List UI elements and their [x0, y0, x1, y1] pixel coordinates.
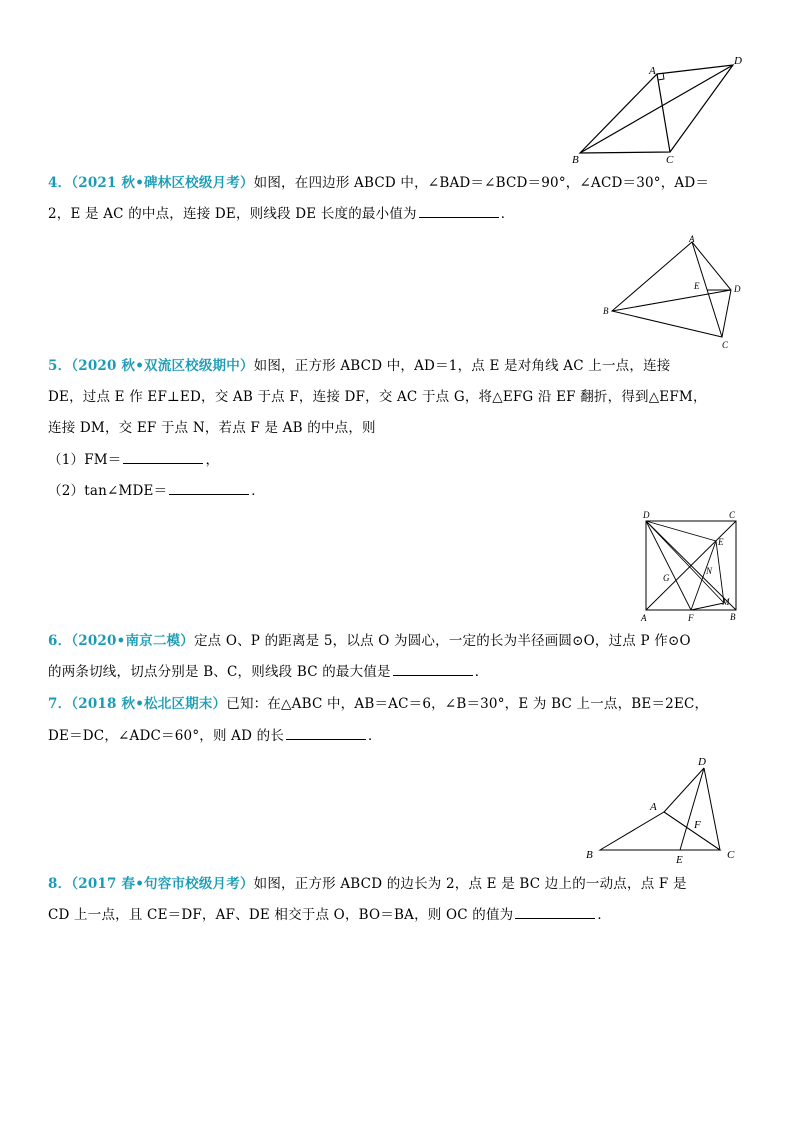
q7-label-B: B: [586, 849, 593, 861]
q5-part2: （2）tan∠MDE＝ ．: [48, 483, 265, 499]
q5-line1: 5．（2020 秋•双流区校级期中）如图，正方形 ABCD 中，AD＝1，点 E 是对角线 AC 上一点，连接: [48, 358, 671, 374]
label-A: A: [649, 65, 656, 77]
q8-line2: CD 上一点，且 CE＝DF，AF、DE 相交于点 O，BO＝BA，则 OC 的值为 ．: [48, 907, 612, 923]
q5-source: （2020 秋•双流区校级期中）: [71, 358, 254, 374]
q7-label-E: E: [676, 854, 683, 866]
q4-text2: 2，E 是 AC 的中点，连接 DE，则线段 DE 长度的最小值为: [48, 206, 417, 222]
q7-line1: 7．（2018 秋•松北区期末）已知：在△ABC 中，AB＝AC＝6，∠B＝30°，E 为 BC 上一点，BE＝2EC，: [48, 696, 709, 712]
label-B: B: [572, 154, 579, 166]
q7-label-C: C: [727, 849, 735, 861]
q7-source: （2018 秋•松北区期末）: [71, 696, 227, 712]
figure-q7-triangle: [580, 752, 750, 868]
figure-q7-svg: [580, 752, 750, 868]
q7-label-D: D: [698, 756, 706, 768]
q5-answer2-blank[interactable]: [169, 482, 249, 495]
q8-line1: 8．（2017 春•句容市校级月考）如图，正方形 ABCD 的边长为 2，点 E 是 BC 边上的一动点，点 F 是: [48, 876, 687, 892]
q4-label-E: E: [694, 281, 700, 291]
q5-label-F: F: [688, 613, 694, 623]
q5-label-C: C: [729, 510, 736, 520]
q6-source: （2020•南京二模）: [71, 633, 194, 649]
q5-line3: 连接 DM，交 EF 于点 N，若点 F 是 AB 的中点，则: [48, 420, 376, 436]
q6-answer-blank[interactable]: [393, 663, 473, 676]
figure-q5-svg: [636, 506, 746, 624]
q4-number: 4: [48, 175, 58, 191]
q7-answer-blank[interactable]: [286, 727, 366, 740]
q8-answer-blank[interactable]: [515, 906, 595, 919]
q6-line2: 的两条切线，切点分别是 B、C，则线段 BC 的最大值是 ．: [48, 664, 489, 680]
q5-label-A: A: [641, 613, 647, 623]
q5-line2: DE，过点 E 作 EF⊥ED，交 AB 于点 F，连接 DF，交 AC 于点 G，将△EFG 沿 EF 翻折，得到△EFM，: [48, 389, 707, 405]
figure-quadrilateral-abcd-top: [560, 50, 760, 170]
q4-label-C: C: [722, 340, 729, 350]
q7-line2: DE＝DC，∠ADC＝60°，则 AD 的长 ．: [48, 728, 382, 744]
figure-q5-square: [636, 506, 746, 624]
q4-line1: 4．（2021 秋•碑林区校级月考）如图，在四边形 ABCD 中，∠BAD＝∠BCD＝90°，∠ACD＝30°，AD＝: [48, 175, 710, 191]
q4-label-B: B: [603, 306, 609, 316]
label-C: C: [666, 154, 674, 166]
q4-label-D: D: [734, 284, 741, 294]
q7-label-F: F: [694, 819, 701, 831]
q6-line1: 6．（2020•南京二模）定点 O、P 的距离是 5，以点 O 为圆心，一定的长为半径画圆⊙O，过点 P 作⊙O: [48, 633, 691, 649]
q8-source: （2017 春•句容市校级月考）: [71, 876, 254, 892]
q5-label-B: B: [730, 612, 736, 622]
q4-line2: 2，E 是 AC 的中点，连接 DE，则线段 DE 长度的最小值为 ．: [48, 206, 515, 222]
q4-source: （2021 秋•碑林区校级月考）: [71, 175, 254, 191]
q5-label-G: G: [663, 573, 670, 583]
q4-label-A: A: [689, 234, 695, 244]
q5-answer1-blank[interactable]: [123, 451, 203, 464]
q4-answer-blank[interactable]: [419, 205, 499, 218]
q5-label-M: M: [722, 597, 730, 607]
q5-label-N: N: [706, 566, 713, 576]
figure-top-svg: [560, 50, 760, 170]
q5-label-E: E: [718, 537, 724, 547]
q4-text1: 如图，在四边形 ABCD 中，∠BAD＝∠BCD＝90°，∠ACD＝30°，AD＝: [253, 175, 710, 191]
label-D: D: [734, 55, 742, 67]
q5-part1: （1）FM＝ ，: [48, 452, 220, 468]
q5-label-D: D: [643, 510, 650, 520]
figure-q4-svg: [598, 232, 758, 350]
q7-label-A: A: [650, 801, 657, 813]
figure-q4: [598, 232, 758, 350]
